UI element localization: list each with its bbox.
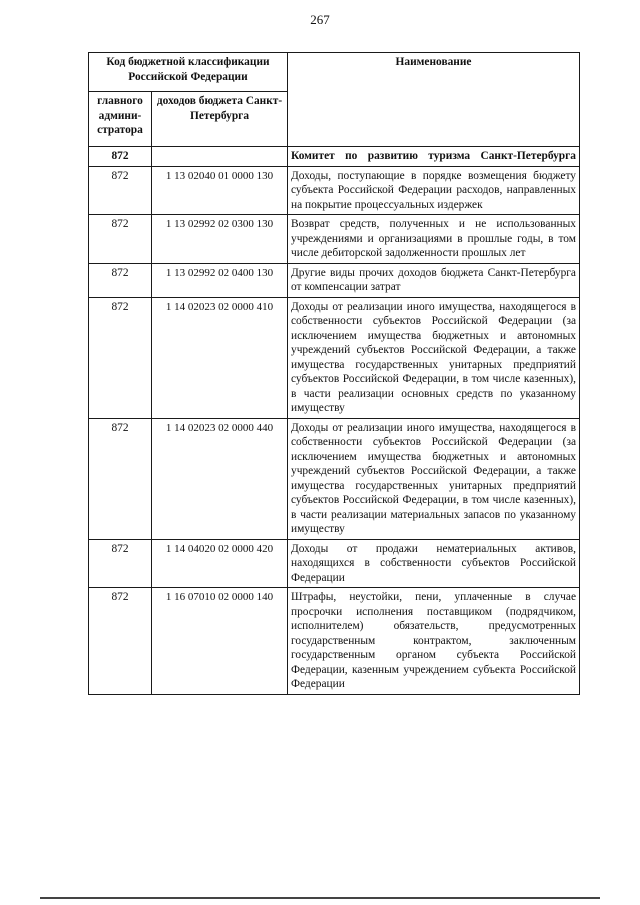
item-name: Штрафы, неустойки, пени, уплаченные в случае просрочки исполнения поставщиком (подрядчиком, исполнителем) обязательств, предусмотренных государственным контрактом, заключенным государственным органом субъекта Российской Федерации, казенным учреждением субъекта Российской Федерации	[288, 588, 580, 695]
item-name: Комитет по развитию туризма Санкт-Петербурга	[288, 147, 580, 167]
admin-code: 872	[89, 166, 152, 215]
admin-code: 872	[89, 297, 152, 418]
table-row	[89, 588, 580, 695]
item-name: Доходы от продажи нематериальных активов, находящихся в собственности субъектов Российской Федерации	[288, 539, 580, 588]
admin-code: 872	[89, 263, 152, 297]
header-admin: главного админи-стратора	[89, 92, 152, 147]
item-name: Возврат средств, полученных и не использованных учреждениями и организациями в прошлые годы, в том числе дебиторской задолженности прошлых лет	[288, 215, 580, 264]
header-name: Наименование	[288, 53, 580, 147]
table-row	[89, 166, 580, 215]
income-code: 1 14 02023 02 0000 410	[152, 297, 288, 418]
income-code	[152, 147, 288, 167]
item-name: Доходы от реализации иного имущества, находящегося в собственности субъектов Российской Федерации (за исключением имущества бюджетных и автономных учреждений субъектов Российской Федерации, а также имущества государственных унитарных предприятий субъектов Российской Федерации, в том числе казенных), в части реализации основных средств по указанному имуществу	[288, 297, 580, 418]
table-row	[89, 215, 580, 264]
item-name: Доходы, поступающие в порядке возмещения бюджету субъекта Российской Федерации расходов, направленных на покрытие процессуальных издержек	[288, 166, 580, 215]
table-row	[89, 539, 580, 588]
page-bottom-rule	[40, 897, 600, 899]
admin-code: 872	[89, 539, 152, 588]
header-income: доходов бюджета Санкт-Петербурга	[152, 92, 288, 147]
page-number: 267	[310, 12, 330, 27]
income-code: 1 14 04020 02 0000 420	[152, 539, 288, 588]
income-code: 1 13 02992 02 0300 130	[152, 215, 288, 264]
admin-code: 872	[89, 147, 152, 167]
item-name: Другие виды прочих доходов бюджета Санкт-Петербурга от компенсации затрат	[288, 263, 580, 297]
table-row	[89, 147, 580, 167]
admin-code: 872	[89, 418, 152, 539]
admin-code: 872	[89, 588, 152, 695]
budget-classification-table	[88, 52, 580, 695]
income-code: 1 13 02992 02 0400 130	[152, 263, 288, 297]
income-code: 1 13 02040 01 0000 130	[152, 166, 288, 215]
income-code: 1 16 07010 02 0000 140	[152, 588, 288, 695]
admin-code: 872	[89, 215, 152, 264]
item-name: Доходы от реализации иного имущества, находящегося в собственности субъектов Российской Федерации (за исключением имущества бюджетных и автономных учреждений субъектов Российской Федерации, а также имущества государственных унитарных предприятий субъектов Российской Федерации, в том числе казенных), в части реализации материальных запасов по указанному имуществу	[288, 418, 580, 539]
table-row	[89, 297, 580, 418]
table-row	[89, 263, 580, 297]
table-row	[89, 418, 580, 539]
income-code: 1 14 02023 02 0000 440	[152, 418, 288, 539]
header-code-group: Код бюджетной классификации Российской Федерации	[89, 53, 288, 92]
